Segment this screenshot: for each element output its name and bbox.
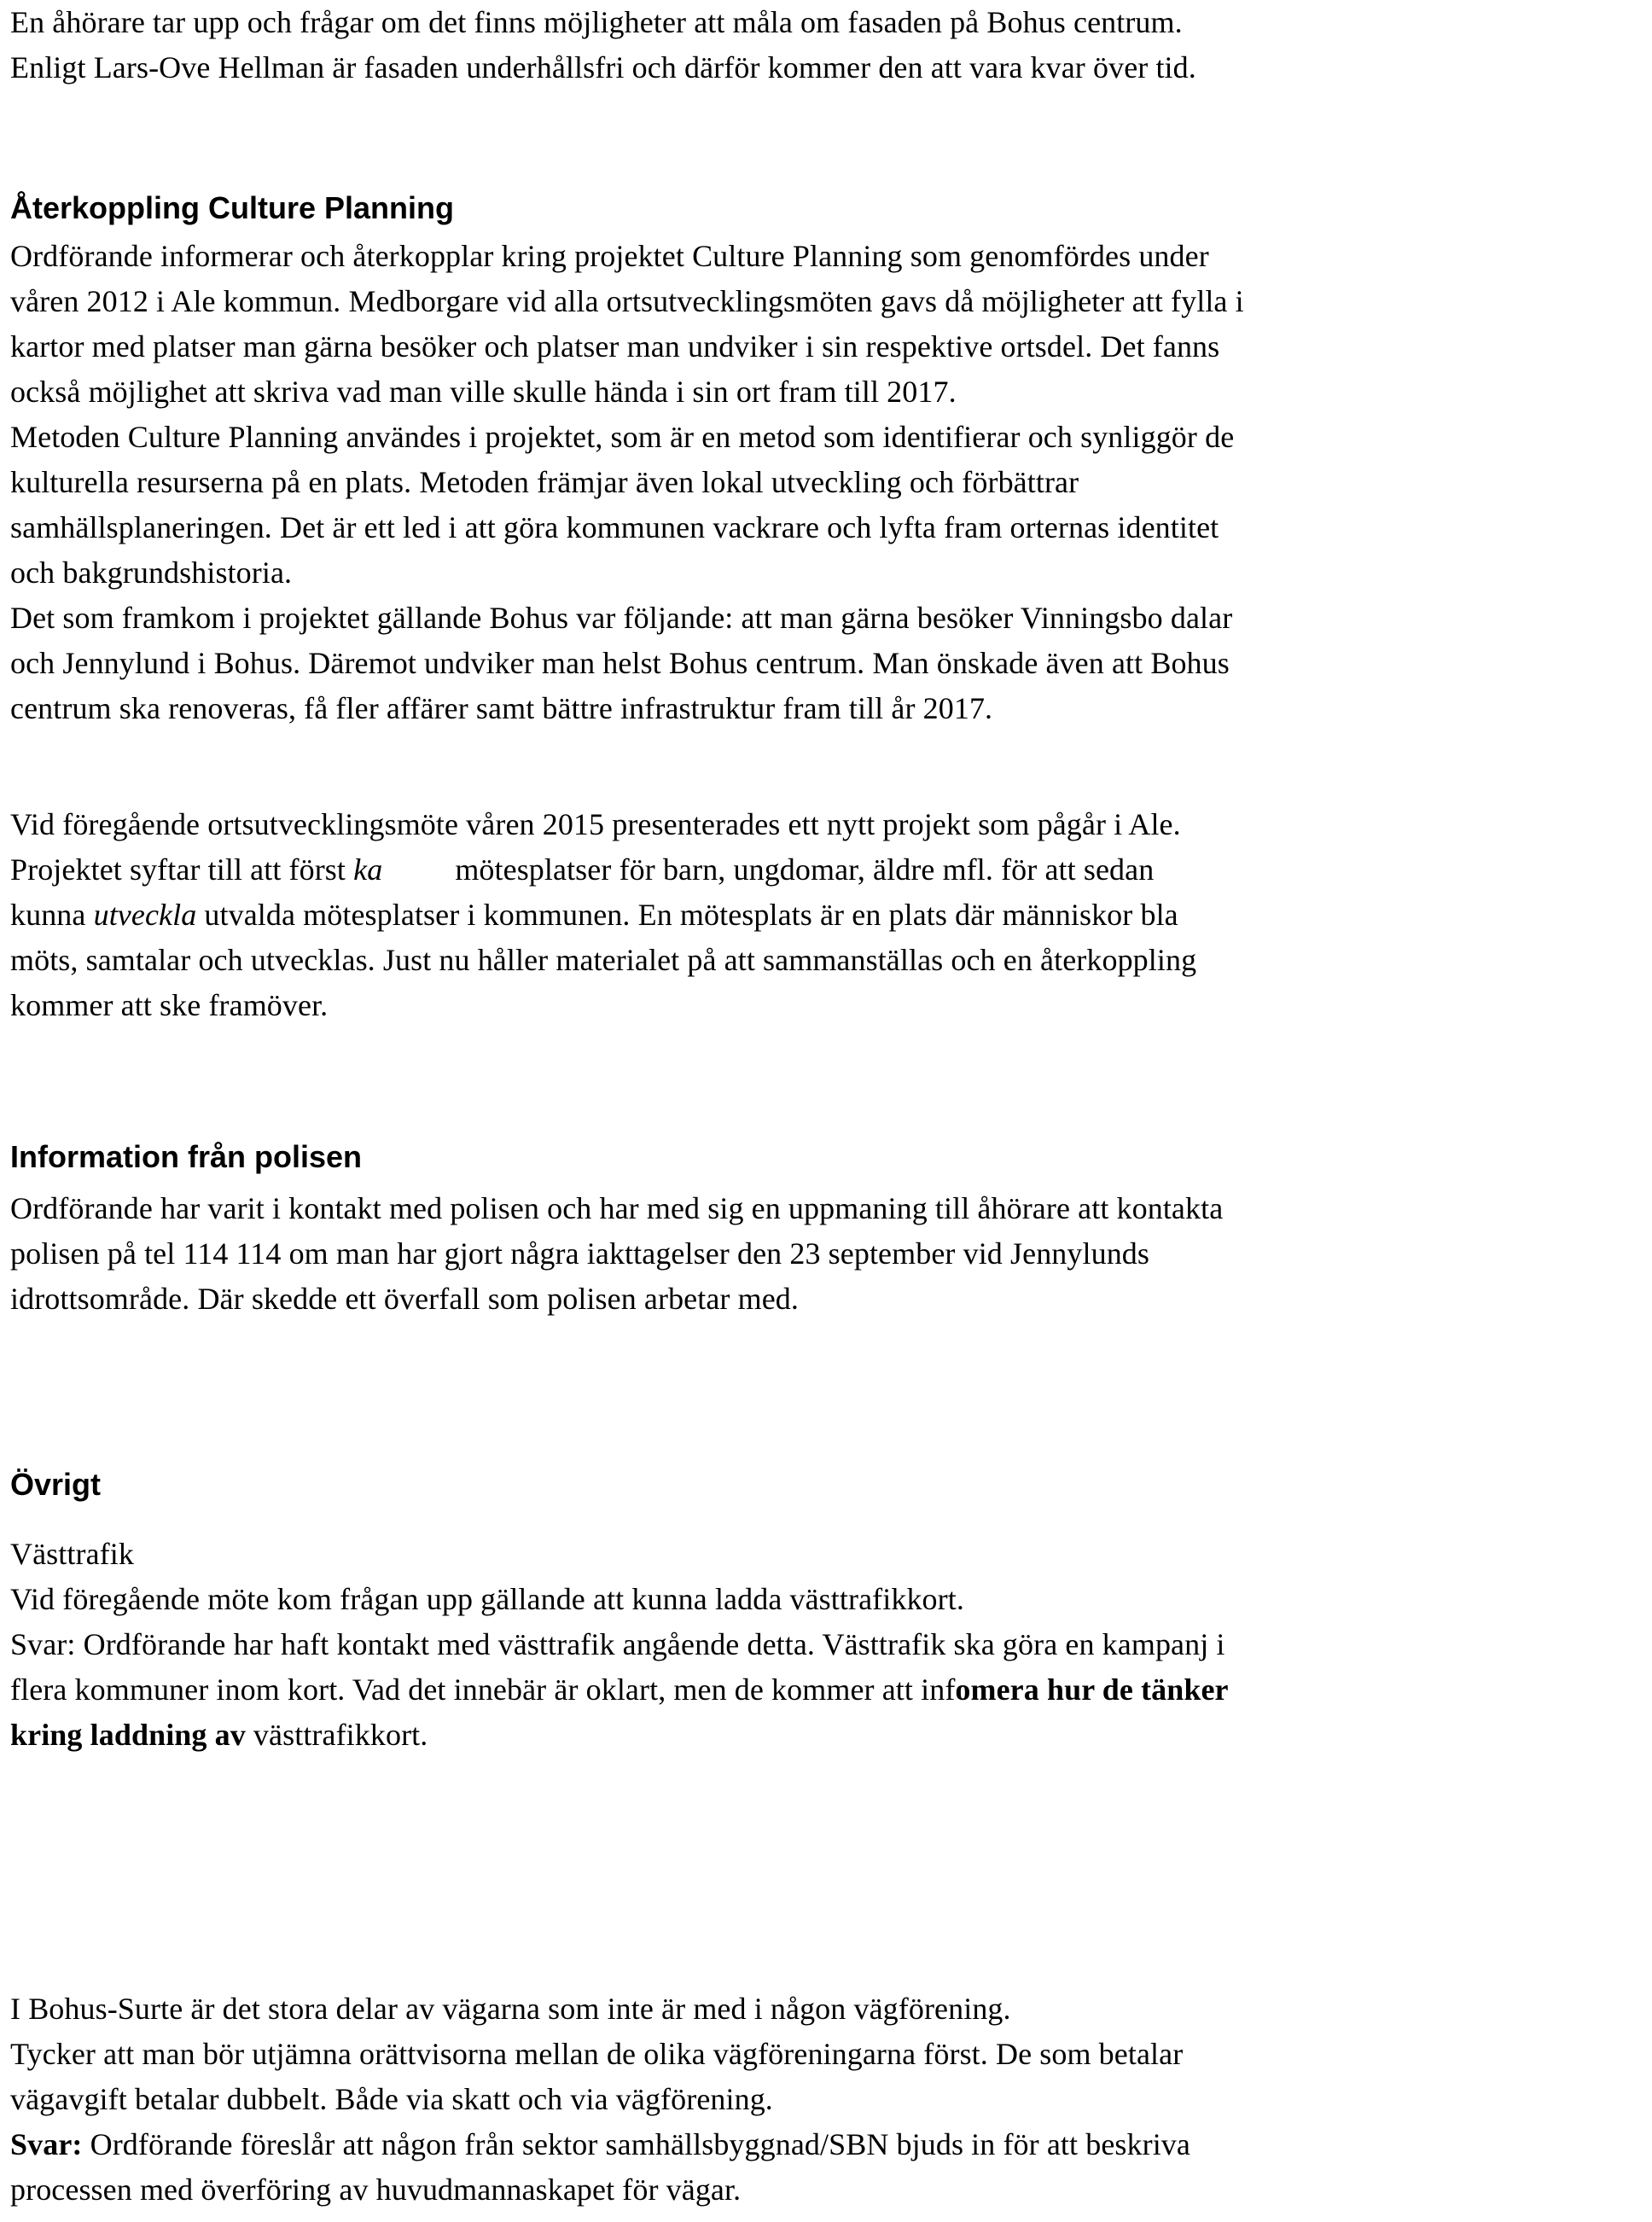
text-fragment: Ordförande föreslår att någon från sektor samhällsbyggnad/SBN bjuds in för att beskriva [82, 2127, 1190, 2161]
text-line: Västtrafik [10, 1537, 134, 1571]
text-line: polisen på tel 114 114 om man har gjort några iakttagelser den 23 september vid Jennylunds [10, 1236, 1150, 1271]
text-line: Vid föregående ortsutvecklingsmöte våren 2015 presenterades ett nytt projekt som pågår i Ale. [10, 807, 1181, 841]
text-line: och bakgrundshistoria. [10, 556, 293, 590]
text-line: Ordförande har varit i kontakt med polisen och har med sig en uppmaning till åhörare att kontakta [10, 1191, 1224, 1225]
police-paragraph [10, 1186, 1223, 1322]
text-line: samhällsplaneringen. Det är ett led i att göra kommunen vackrare och lyfta fram orternas identitet [10, 510, 1219, 544]
italic-word: ka [353, 852, 383, 887]
text-line: kommer att ske framöver. [10, 988, 329, 1022]
text-line [10, 2122, 1190, 2167]
text-line: Svar: Ordförande har haft kontakt med västtrafik angående detta. Västtrafik ska göra en kampanj i [10, 1627, 1225, 1661]
text-line: idrottsområde. Där skedde ett överfall som polisen arbetar med. [10, 1282, 800, 1316]
bold-text: Svar: [10, 2127, 83, 2161]
text-line: kulturella resurserna på en plats. Metoden främjar även lokal utveckling och förbättrar [10, 465, 1079, 499]
meeting-places-paragraph [10, 802, 1196, 1028]
text-fragment: utvalda mötesplatser i kommunen. En mötesplats är en plats där människor bla [196, 898, 1178, 932]
text-fragment: västtrafikkort. [245, 1718, 428, 1752]
text-fragment: mötesplatser för barn, ungdomar, äldre mfl. för att sedan [455, 852, 1155, 887]
heading-police: Information från polisen [10, 1139, 363, 1174]
text-line: Det som framkom i projektet gällande Bohus var följande: att man gärna besöker Vinningsbo dalar [10, 601, 1233, 635]
culture-planning-paragraph [10, 234, 1244, 731]
text-line: En åhörare tar upp och frågar om det finns möjligheter att måla om fasaden på Bohus centrum. [10, 5, 1183, 39]
intro-paragraph [10, 0, 1196, 90]
text-line: I Bohus-Surte är det stora delar av vägarna som inte är med i någon vägförening. [10, 1992, 1011, 2026]
text-line [10, 893, 1196, 938]
text-line: möts, samtalar och utvecklas. Just nu håller materialet på att sammanställas och en återkoppling [10, 943, 1197, 977]
text-fragment: kunna [10, 898, 94, 932]
text-line: Enligt Lars-Ove Hellman är fasaden underhållsfri och därför kommer den att vara kvar över tid. [10, 50, 1196, 84]
text-fragment: flera kommuner inom kort. Vad det innebär är oklart, men de kommer att inf [10, 1672, 956, 1707]
roads-paragraph [10, 1986, 1190, 2213]
text-line: Tycker att man bör utjämna orättvisorna mellan de olika vägföreningarna först. De som betalar [10, 2037, 1184, 2071]
text-line [10, 1667, 1229, 1713]
text-line: våren 2012 i Ale kommun. Medborgare vid alla ortsutvecklingsmöten gavs då möjligheter att fylla i [10, 284, 1244, 318]
text-line: vägavgift betalar dubbelt. Både via skatt och via vägförening. [10, 2082, 773, 2116]
bold-text: kring laddning av [10, 1718, 246, 1752]
bold-text: omera hur de tänker [955, 1672, 1229, 1707]
text-line: centrum ska renoveras, få fler affärer samt bättre infrastruktur fram till år 2017. [10, 691, 993, 725]
vasttrafik-paragraph [10, 1532, 1229, 1758]
text-line: och Jennylund i Bohus. Däremot undviker man helst Bohus centrum. Man önskade även att Bohus [10, 646, 1230, 680]
text-line: processen med överföring av huvudmannaskapet för vägar. [10, 2173, 742, 2207]
text-line: Vid föregående möte kom frågan upp gällande att kunna ladda västtrafikkort. [10, 1582, 964, 1616]
text-line: Metoden Culture Planning användes i projektet, som är en metod som identifierar och synliggör de [10, 420, 1235, 454]
italic-word: utveckla [93, 898, 197, 932]
text-line: Ordförande informerar och återkopplar kring projektet Culture Planning som genomfördes under [10, 239, 1209, 273]
heading-culture-planning: Återkoppling Culture Planning [10, 190, 454, 225]
text-fragment: Projektet syftar till att först [10, 852, 354, 887]
text-line: kartor med platser man gärna besöker och platser man undviker i sin respektive ortsdel. Det fanns [10, 329, 1220, 364]
heading-ovrigt: Övrigt [10, 1467, 102, 1502]
text-line [10, 1713, 1229, 1758]
text-line: också möjlighet att skriva vad man ville skulle hända i sin ort fram till 2017. [10, 375, 957, 409]
text-line [10, 847, 1196, 893]
